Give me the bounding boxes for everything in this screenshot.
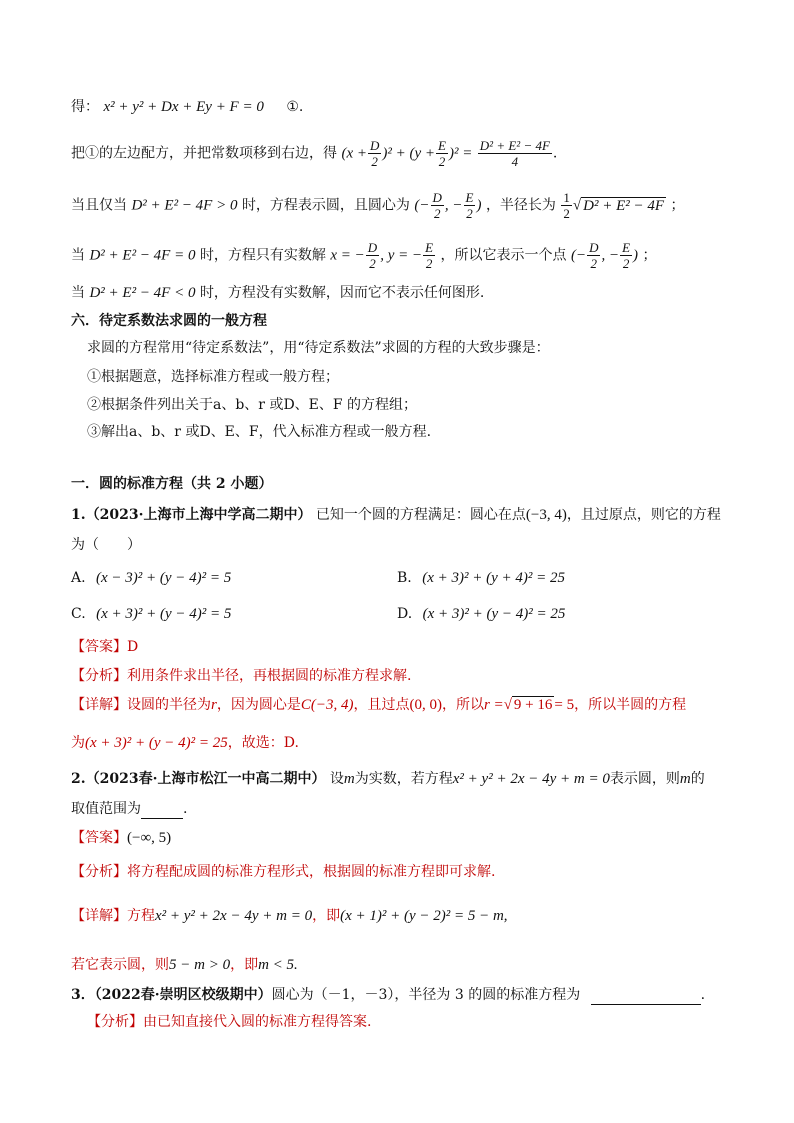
text: 时，方程表示圆，且圆心为 bbox=[241, 197, 410, 214]
formula-line-5 bbox=[71, 283, 484, 303]
sqrt-sign: √ bbox=[503, 697, 512, 713]
section-title: 六．待定系数法求圆的一般方程 bbox=[71, 313, 267, 329]
detail bbox=[71, 695, 686, 715]
option-text: (x + 3)² + (y − 4)² = 5 bbox=[96, 606, 232, 622]
point: C(−3, 4) bbox=[300, 697, 354, 713]
numerator: D bbox=[432, 190, 442, 205]
option-label: D. bbox=[397, 606, 413, 622]
numerator: E bbox=[465, 190, 474, 205]
fraction bbox=[366, 240, 379, 271]
denominator: 2 bbox=[563, 206, 570, 221]
radicand: 9 + 16 bbox=[513, 697, 553, 713]
denominator: 2 bbox=[425, 256, 433, 271]
question-source: 3．（2022春·崇明区校级期中） bbox=[71, 987, 272, 1003]
eq-part: ) bbox=[476, 197, 482, 214]
question-2-stem-cont bbox=[71, 799, 187, 819]
option-text: (x + 3)² + (y − 4)² = 25 bbox=[422, 606, 566, 622]
paragraph: ③解出a、b、r 或D、E、F，代入标准方程或一般方程. bbox=[87, 424, 432, 440]
text: ，即 bbox=[230, 957, 259, 973]
numerator: E bbox=[622, 240, 631, 255]
text: ，所以半圆的方程 bbox=[574, 697, 687, 713]
question-3-stem bbox=[71, 985, 705, 1005]
equation-mark: ①. bbox=[286, 99, 304, 115]
numerator: D bbox=[589, 240, 599, 255]
question-1-stem-cont: 为（ ） bbox=[71, 537, 141, 553]
text: ，且过点 bbox=[353, 697, 410, 713]
text: ，所以它表示一个点 bbox=[440, 247, 567, 264]
condition: D² + E² − 4F < 0 bbox=[89, 285, 196, 301]
condition: 5 − m > 0 bbox=[169, 957, 231, 973]
text: 时，方程只有实数解 bbox=[199, 247, 326, 264]
answer-blank[interactable] bbox=[141, 802, 183, 819]
text: ； bbox=[670, 197, 685, 214]
text: 【详解】设圆的半径为 bbox=[71, 697, 211, 713]
fraction bbox=[478, 138, 552, 169]
answer-value: (−∞, 5) bbox=[127, 830, 172, 846]
option-label: A. bbox=[71, 570, 86, 586]
formula-line-2: 把①的左边配方，并把常数项移到右边，得 (x + $\frac{D}{2}$ )² + (y + $\frac{E}{2}$ )² = $\frac{\text{D² + E² − 4F}}{4}$ . bbox=[71, 138, 558, 169]
part-title: 一．圆的标准方程（共 2 小题） bbox=[71, 476, 273, 492]
eq-part: x = − bbox=[330, 247, 365, 264]
question-2-stem bbox=[71, 769, 705, 789]
option-label: B. bbox=[397, 570, 412, 586]
denominator: 2 bbox=[622, 256, 630, 271]
variable: m bbox=[343, 771, 355, 787]
detail-cont bbox=[71, 955, 298, 975]
answer-blank[interactable] bbox=[591, 988, 701, 1005]
text: ，故选：D. bbox=[227, 735, 299, 751]
text: 当 bbox=[71, 285, 85, 301]
text: 取值范围为 bbox=[71, 801, 141, 817]
numerator: E bbox=[438, 138, 446, 153]
eq-part: (x + bbox=[341, 145, 367, 162]
text: 时，方程没有实数解，因而它不表示任何图形. bbox=[199, 285, 485, 301]
result: m < 5. bbox=[258, 957, 298, 973]
text: 为 bbox=[71, 735, 85, 751]
option-d bbox=[397, 604, 565, 624]
analysis: 【分析】利用条件求出半径，再根据圆的标准方程求解. bbox=[71, 668, 412, 684]
denominator: 2 bbox=[438, 154, 446, 169]
text: 若它表示圆，则 bbox=[71, 957, 169, 973]
fraction bbox=[587, 240, 600, 271]
paragraph: ①根据题意，选择标准方程或一般方程； bbox=[87, 369, 339, 385]
eq-part: = 5 bbox=[554, 697, 575, 713]
general-equation: x² + y² + Dx + Ey + F = 0 bbox=[103, 99, 264, 115]
text: . bbox=[183, 801, 188, 817]
text: 得： bbox=[71, 99, 99, 115]
detail-cont bbox=[71, 733, 299, 753]
text: 的 bbox=[690, 771, 705, 787]
point: (0, 0) bbox=[409, 697, 442, 713]
denominator: 4 bbox=[511, 154, 519, 169]
denominator: 2 bbox=[466, 206, 473, 221]
numerator: D² + E² − 4F bbox=[479, 138, 550, 153]
text: 为实数，若方程 bbox=[354, 771, 453, 787]
eq-part: (− bbox=[570, 247, 587, 264]
text: ； bbox=[642, 247, 657, 264]
condition: D² + E² − 4F = 0 bbox=[89, 247, 196, 264]
text: 圆心为（－1，－3），半径为 3 的圆的标准方程为 bbox=[271, 987, 581, 1003]
question-1-stem bbox=[71, 505, 721, 525]
point: (−3, 4) bbox=[525, 507, 567, 523]
numerator: E bbox=[425, 240, 434, 255]
fraction bbox=[620, 240, 632, 271]
equation: (x + 3)² + (y − 4)² = 25 bbox=[85, 735, 228, 751]
eq-part: )² = bbox=[448, 145, 473, 162]
option-label: C. bbox=[71, 606, 86, 622]
text: ，因为圆心是 bbox=[216, 697, 301, 713]
question-source: 2.（2023春·上海市松江一中高二期中） bbox=[71, 771, 326, 787]
eq-part: ) bbox=[633, 247, 639, 264]
text: ，即 bbox=[312, 908, 341, 924]
sqrt-sign: √ bbox=[572, 197, 582, 214]
option-c bbox=[71, 604, 231, 624]
text: 把①的左边配方，并把常数项移到右边，得 bbox=[71, 145, 337, 162]
variable: r bbox=[211, 697, 217, 713]
equation: x² + y² + 2x − 4y + m = 0 bbox=[452, 771, 610, 787]
paragraph: ②根据条件列出关于a、b、r 或D、E、F 的方程组； bbox=[87, 397, 418, 413]
fraction bbox=[368, 138, 381, 169]
fraction bbox=[423, 240, 435, 271]
denominator: 2 bbox=[371, 154, 378, 169]
paragraph: 求圆的方程常用“待定系数法”，用“待定系数法”求圆的方程的大致步骤是： bbox=[87, 340, 550, 356]
detail bbox=[71, 906, 508, 926]
text: ，且过原点，则它的方程 bbox=[566, 507, 721, 523]
radius-expression: D² + E² − 4F bbox=[583, 197, 665, 214]
text: ，所以 bbox=[441, 697, 484, 713]
fraction bbox=[436, 138, 448, 169]
eq-part: (− bbox=[414, 197, 430, 214]
answer bbox=[71, 828, 171, 848]
formula-line-1 bbox=[71, 97, 303, 117]
variable: m bbox=[679, 771, 691, 787]
numerator: D bbox=[367, 240, 378, 255]
eq-part: , − bbox=[444, 197, 463, 214]
condition: D² + E² − 4F > 0 bbox=[131, 197, 238, 214]
text: . bbox=[700, 987, 706, 1003]
option-text: (x − 3)² + (y − 4)² = 5 bbox=[96, 570, 232, 586]
denominator: 2 bbox=[590, 256, 598, 271]
eq-part: r = bbox=[483, 697, 504, 713]
option-b bbox=[397, 568, 565, 588]
text: 【详解】方程 bbox=[71, 908, 155, 924]
numerator: 1 bbox=[563, 190, 570, 205]
equation: (x + 1)² + (y − 2)² = 5 − m, bbox=[340, 908, 508, 924]
question-source: 1.（2023·上海市上海中学高二期中） bbox=[71, 507, 312, 523]
fraction bbox=[431, 190, 444, 221]
eq-part: )² + (y + bbox=[382, 145, 436, 162]
text: 当且仅当 bbox=[71, 197, 127, 214]
eq-part: , − bbox=[601, 247, 620, 264]
answer-label: 【答案】 bbox=[71, 830, 127, 846]
answer: 【答案】D bbox=[71, 639, 139, 655]
text: 当 bbox=[71, 247, 85, 264]
text: 已知一个圆的方程满足：圆心在点 bbox=[315, 507, 526, 523]
denominator: 2 bbox=[433, 206, 441, 221]
text: 设 bbox=[329, 771, 344, 787]
equation: x² + y² + 2x − 4y + m = 0 bbox=[155, 908, 313, 924]
text: ，半径长为 bbox=[485, 197, 556, 214]
text: 表示圆，则 bbox=[609, 771, 680, 787]
formula-line-4 bbox=[71, 240, 657, 271]
denominator: 2 bbox=[369, 256, 376, 271]
option-a bbox=[71, 568, 231, 588]
fraction bbox=[464, 190, 476, 221]
fraction bbox=[561, 190, 572, 221]
option-text: (x + 3)² + (y + 4)² = 25 bbox=[422, 570, 565, 586]
numerator: D bbox=[369, 138, 380, 153]
eq-part: , y = − bbox=[380, 247, 423, 264]
analysis: 【分析】由已知直接代入圆的标准方程得答案. bbox=[87, 1014, 372, 1030]
formula-line-3 bbox=[71, 190, 684, 221]
analysis: 【分析】将方程配成圆的标准方程形式，根据圆的标准方程即可求解. bbox=[71, 864, 496, 880]
